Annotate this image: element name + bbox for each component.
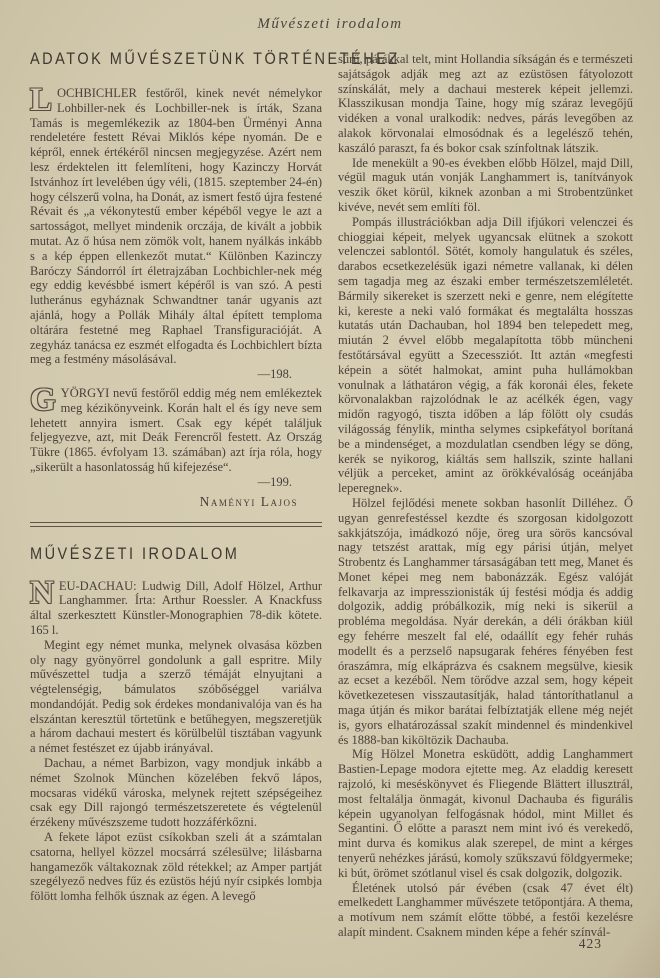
running-header: Művészeti irodalom	[257, 16, 403, 32]
review-lead-text: EU-DACHAU: Ludwig Dill, Adolf Hölzel, Arthur Langhammer. Írta: Arthur Roessler. A Knackfuss által szerkesztett Künstler-Monographien 78-dik kötete. 165 l.	[30, 578, 322, 637]
section-heading-irodalom: MŰVÉSZETI IRODALOM	[30, 544, 240, 563]
section-heading-adatok: ADATOK MŰVÉSZETÜNK TÖRTÉNETÉHEZ	[30, 50, 400, 69]
review-lead-paragraph	[30, 574, 322, 638]
left-paragraph: Megint egy német munka, melynek olvasása közben oly nagy gyönyörrel gondolunk a gall espritre. Mily művészettel tudja a szerző témáját elnyujtani a végtelenségig, bámulatos szóbőséggel variálva mondandóját. Pedig sok érdekes mondanivalója van és ha elszántan keresztül törtetünk e betűhegyen, megszeretjük a három dachaui mestert és körülbelül tisztában vagyunk a német festészet ez újabb irányával.	[30, 637, 322, 756]
right-paragraph: Míg Hölzel Monetra esküdött, addig Langhammert Bastien-Lepage modora ejtette meg. Az eladdig keresett rajzoló, ki meséskönyvet és Fliegende Blättert illusztrál, most feltalálja önmagát, kivonul Dachauba és figurális képein ugyanolyan felfogásnak hódol, mint Millet és Segantini. Ő előtte a paraszt nem mint ivó és verekedő, mint durva és komikus alak szerepel, de mint a kérges tenyerű nehézkes járású, komoly szűkszavú földgyermeke; ki bút, örömet szótlanul visel és csak dolgozik, dolgozik.	[338, 747, 633, 880]
article-198-text: OCHBICHLER festőről, kinek nevét némelykor Lohbiller-nek és Lochbiller-nek is írták, Szana Tamás is megemlékezik az 1804-ben Ürményi Anna rendeletére festett Révai Miklós képe nyomán. De e képről, ennek értékéről nincsen megjegyzése. Azért nem lesz érdektelen itt felemlíteni, hogy Kazinczy Horvát Istvánhoz írt levelében úgy véli, (1815. szeptember 24-én) hogy célszerű volna, ha Donát, az ismert festő újra festené Révait és „a vékonytestű ember képéből vegye le azt a sartosságot, mellyet mindenik orczája, de kivált a jobbik mutat. Az ő húsa nem zömök volt, hanem nyálkás inkább s a kép éppen ellenkezőt mutat.“ Különben Kazinczy Baróczy Sándorról írt életrajzában Lochbichler-nek még egy eddig kevésbbé ismert képéről is van szó. A pesti lutheránus egyháznak Schwandtner tanár ugyanis azt ajánlá, hogy a Pollák Mihály által épített temploma oltárára festetné meg Raphael Transfiguracióját. A zegyház tanácsa ez eszmét elfogadta és Lochbichlert bízta meg a festmény másolásával.	[30, 86, 322, 367]
left-paragraph: A fekete lápot ezüst csíkokban szeli át a számtalan csatorna, hellyel közzel mocsárrá szélesülve; lilásbarna hangamezők váltakoznak zöld rétekkel; az Amper partját szegélyező nedves fűz és ezüstös héjú nyír csipkés lombja fölött lomha felhők úsznak az égen. A levegő	[30, 830, 322, 904]
right-paragraph-continuation: sűrű, párákkal telt, mint Hollandia síkságán és e természeti sajátságok adják meg azt az ezüstösen fátyolozott színskálát, mely a dachaui mesterek képeit jellemzi. Klasszikusan mondja Taine, hogy míg száraz levegőjű vidéken a vonal uralkodik: nedves, párás levegőben az alakok körvonalai elmosódnak és a legelésző tehén, kaszáló paraszt, fa és bokor csak színfoltnak látszik.	[338, 52, 633, 155]
article-199-text: YÖRGYI nevű festőről eddig még nem emlékeztek meg kézikönyveink. Korán halt el és így neve sem lehetett annyira ismert. Csak egy képét találjuk feljegyezve, azt, mit Deák Ferencről festett. Az Ország Tükre (1865. évfolyam 13. számában) azt írja róla, hogy „sikerült a hasonlatosság hű kifejezése“.	[30, 385, 322, 474]
author-signature: Naményi Lajos	[199, 493, 298, 509]
drop-cap-n: N	[30, 574, 54, 611]
left-column	[30, 50, 400, 904]
right-paragraph: Pompás illustrációkban adja Dill ifjúkori velenczei és chioggiai képeit, melyek ugyancsak elütnek a szokott velenczei sablontól. Sötét, komoly hangulatuk és széles, darabos ecsetkezelésük igazi németre vallanak, ki délen sem tagadja meg az északi ember természetszemléletét. Bármily sikereket is szerzett neki e genre, nem elégítette ki, kereste a neki való formákat és megtalálta hosszas kutatás után Dachauban, hol 1894 ben telepedett meg, miután 2 évvel előbb megalapította több müncheni festőtársával együtt a Szecessziót. Itt aztán «megfesti képein a sötét halmokat, amint puha hullámokban vonulnak a láthatáron végig, a fák koronái éles, fekete körvonalakban rajzolódnak le az acélkék égen, vagy midőn ragyogó, tiszta időben a láp fölött oly csudás világosság fénylik, mintha selymes csipkefátyol borítaná be a mindenséget, a mozdulatlan csendben légy se döng, kerék se nyikorog, kiáltás sem hallszik, szinte hallani véljük a perceket, amint az örökkévalóság oceánjába leperegnek».	[338, 214, 633, 496]
drop-cap-l: L	[30, 82, 53, 118]
article-199	[30, 381, 322, 475]
drop-cap-g: G	[30, 381, 56, 418]
right-paragraph: Ide menekült a 90-es években előbb Hölzel, majd Dill, végül maguk után vonják Langhammert is, tanítványok veszik őket körül, kiknek azonban a mi Strobentzünket kivéve, nevét sem említi föl.	[338, 155, 633, 214]
article-198	[30, 82, 322, 367]
right-paragraph: Hölzel fejlődési menete sokban hasonlít Dilléhez. Ő ugyan genrefestéssel kezdte és szorgosan kidolgozott sakkjátszója, imádkozó nője, öreg ura sörös kancsóval nagy tetszést arattak, míg egy párisi útján, melyet Strobentz és Langhammer társaságában tett meg, Manet és Monet képei meg nem babonázzák. Egész valóját felkavarja az impresszionisták új festési módja és addig dolgozik, addig próbálkozik, míg neki is sikerül a probléma megoldása. Nyár derekán, a déli órákban kiül egy fehérre meszelt fal elé, odaállít egy fehér ruhás modellt és a perzselő napsugarak fehéres fényében fest óraszámra, míg elkáprázva és csaknem megsülve, kiesik az ecset a kezéből. Nem törődve azzal sem, hogy képeit következetesen visszautasítják, halad tántoríthatlanul a maga útján és mikor barátai felbíztatják ellene még nejét is, gyors elhatározással szakít mindennel és mindenkivel és 1888-ban kiköltözik Dachauba.	[338, 495, 633, 747]
left-paragraph: Dachau, a német Barbizon, vagy mondjuk inkább a német Szolnok München közelében fekvő lápos, mocsaras vidékű városka, melynek rejtett szépségeihez csak egy Dill rajongó természetszeretete és végtelenül érzékeny művészszeme tudott hozzáférkőzni.	[30, 756, 322, 830]
right-column	[338, 52, 633, 940]
page-number: 423	[578, 936, 602, 951]
article-199-ref: —199.	[257, 474, 292, 489]
article-198-ref: —198.	[257, 367, 292, 382]
section-divider-rule	[30, 522, 322, 527]
right-paragraph: Életének utolsó pár évében (csak 47 évet élt) emelkedett Langhammer művészete tetőpontjára. A thema, a motívum nem számít előtte többé, a festői kezelésre alapít mindent. Csaknem minden képe a fehér színvál-	[338, 880, 633, 940]
